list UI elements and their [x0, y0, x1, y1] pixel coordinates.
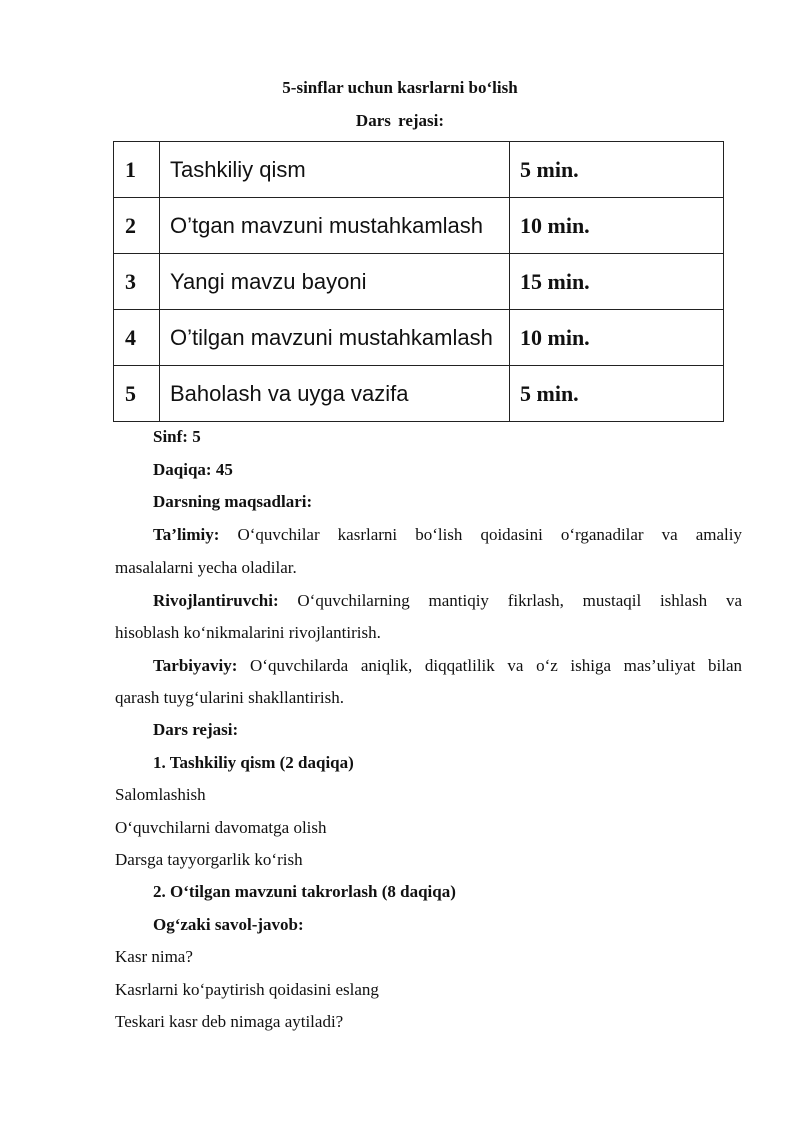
grade-line: Sinf: 5: [153, 427, 201, 446]
section-1-title: 1. Tashkiliy qism (2 daqiqa): [153, 753, 354, 772]
list-item: Salomlashish: [115, 785, 206, 804]
table-row: [114, 366, 724, 422]
goal-developmental-continuation: hisoblash ko‘nikmalarini rivojlantirish.: [115, 623, 381, 642]
plan-heading: Dars rejasi:: [153, 720, 239, 739]
goal-upbringing-continuation: qarash tuyg‘ularini shakllantirish.: [115, 688, 344, 707]
goal-upbringing: [153, 656, 742, 676]
goal-educational-label: Ta’limiy:: [153, 525, 220, 544]
row-number: 1: [114, 142, 160, 198]
row-duration: 15 min.: [510, 254, 724, 310]
row-step: O’tilgan mavzuni mustahkamlash: [160, 310, 510, 366]
list-item: Kasrlarni ko‘paytirish qoidasini eslang: [115, 980, 379, 999]
row-number: 4: [114, 310, 160, 366]
table-row: [114, 254, 724, 310]
table-row: [114, 198, 724, 254]
section-2-title: 2. O‘tilgan mavzuni takrorlash (8 daqiqa): [153, 882, 456, 901]
row-step: O’tgan mavzuni mustahkamlash: [160, 198, 510, 254]
goal-educational: [153, 525, 742, 545]
row-number: 3: [114, 254, 160, 310]
row-step: Yangi mavzu bayoni: [160, 254, 510, 310]
goal-upbringing-label: Tarbiyaviy:: [153, 656, 238, 675]
lesson-plan-table: [113, 141, 724, 422]
row-number: 5: [114, 366, 160, 422]
row-step: Baholash va uyga vazifa: [160, 366, 510, 422]
goals-heading: Darsning maqsadlari:: [153, 492, 313, 511]
row-duration: 5 min.: [510, 366, 724, 422]
goal-developmental-label: Rivojlantiruvchi:: [153, 591, 279, 610]
goal-upbringing-text: O‘quvchilarda aniqlik, diqqatlilik va o‘z ishiga mas’uliyat bilan: [250, 656, 742, 675]
row-duration: 10 min.: [510, 198, 724, 254]
row-duration: 5 min.: [510, 142, 724, 198]
list-item: O‘quvchilarni davomatga olish: [115, 818, 327, 837]
list-item: Darsga tayyorgarlik ko‘rish: [115, 850, 303, 869]
goal-educational-continuation: masalalarni yecha oladilar.: [115, 558, 297, 577]
row-step: Tashkiliy qism: [160, 142, 510, 198]
document-title: 5-sinflar uchun kasrlarni bo‘lish: [282, 78, 518, 97]
list-item: Teskari kasr deb nimaga aytiladi?: [115, 1012, 344, 1031]
table-row: [114, 310, 724, 366]
list-item: Kasr nima?: [115, 947, 193, 966]
goal-educational-text: O‘quvchilar kasrlarni bo‘lish qoidasini o‘rganadilar va amaliy: [237, 525, 742, 544]
document-subtitle: Dars rejasi:: [355, 111, 445, 130]
goal-developmental-text: O‘quvchilarning mantiqiy fikrlash, mustaqil ishlash va: [297, 591, 742, 610]
section-2-subheading: Og‘zaki savol-javob:: [153, 915, 304, 934]
minutes-line: Daqiqa: 45: [153, 460, 233, 479]
row-duration: 10 min.: [510, 310, 724, 366]
table-row: [114, 142, 724, 198]
goal-developmental: [153, 591, 742, 611]
row-number: 2: [114, 198, 160, 254]
